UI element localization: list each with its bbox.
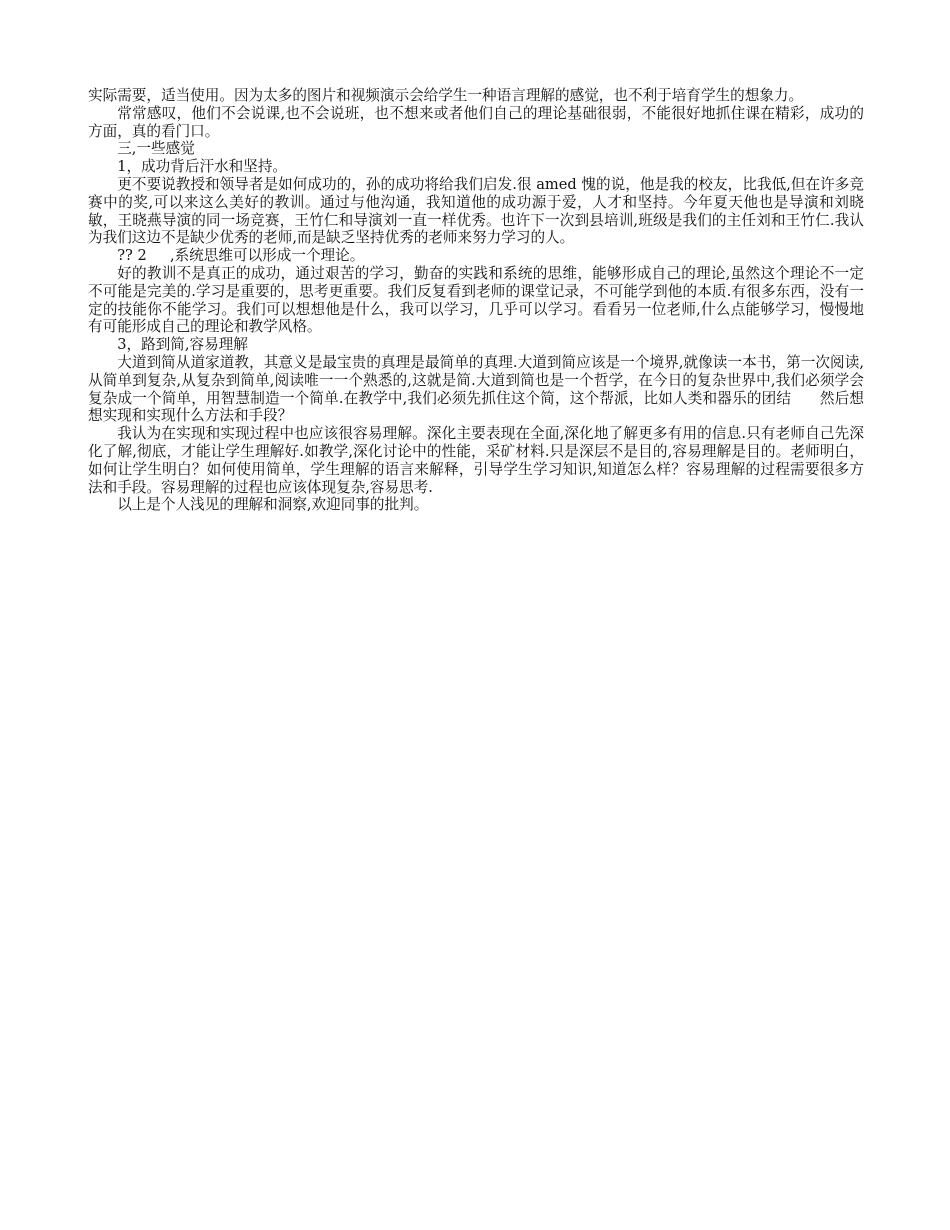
- paragraph-closing: 以上是个人浅见的理解和洞察,欢迎同事的批判。: [117, 496, 429, 514]
- paragraph-lament: 常常感叹，他们不会说课,也不会说班，也不想来或者他们自己的理论基础很弱，不能很好地抓住课在精彩，成功的方面，真的看门口。: [88, 104, 864, 140]
- subheading-simplicity: 3，路到简,容易理解: [117, 336, 248, 354]
- paragraph-learning-thinking: 好的教训不是真正的成功，通过艰苦的学习，勤奋的实践和系统的思维，能够形成自己的理论,虽然这个理论不一定不可能是完美的.学习是重要的，思考更重要。我们反复看到老师的课堂记录，不可能学到他的本质.有很多东西，没有一定的技能你不能学习。我们可以想想他是什么，我可以学习，几乎可以学习。看看另一位老师,什么点能够学习，慢慢地有可能形成自己的理论和教学风格。: [88, 264, 864, 336]
- section-heading-feelings: 三,一些感觉: [117, 140, 195, 158]
- paragraph-great-way-simple: 大道到简从道家道教，其意义是最宝贵的真理是最简单的真理.大道到简应该是一个境界,就像读一本书，第一次阅读,从简单到复杂,从复杂到简单,阅读唯一一个熟悉的,这就是简.大道到简也是一个哲学，在今日的复杂世界中,我们必须学会复杂成一个简单，用智慧制造一个简单.在教学中,我们必须先抓住这个简，这个帮派，比如人类和器乐的团结 然后想想实现和实现什么方法和手段？: [88, 353, 864, 425]
- subheading-success-persistence: 1，成功背后汗水和坚持。: [117, 158, 288, 176]
- paragraph-intro-continuation: 实际需要，适当使用。因为太多的图片和视频演示会给学生一种语言理解的感觉，也不利于培育学生的想象力。: [88, 87, 804, 104]
- paragraph-easy-understanding: 我认为在实现和实现过程中也应该很容易理解。深化主要表现在全面,深化地了解更多有用的信息.只有老师自己先深化了解,彻底，才能让学生理解好.如教学,深化讨论中的性能，采矿材料.只是深层不是目的,容易理解是目的。老师明白，如何让学生明白？如何使用简单，学生理解的语言来解释，引导学生学习知识,知道怎么样？容易理解的过程需要很多方法和手段。容易理解的过程也应该体现复杂,容易思考.: [88, 425, 864, 496]
- subheading-systematic-thinking: ?? 2 ,系统思维可以形成一个理论。: [117, 247, 365, 265]
- paragraph-success-story: 更不要说教授和领导者是如何成功的，孙的成功将给我们启发.很 amed 愧的说，他是我的校友，比我低,但在许多竞赛中的奖,可以来这么美好的教训。通过与他沟通，我知道他的成功源于爱，人才和坚持。今年夏天他也是导演和刘晓敏，王晓燕导演的同一场竞赛，王竹仁和导演刘一直一样优秀。也许下一次到县培训,班级是我们的主任刘和王竹仁.我认为我们这边不是缺少优秀的老师,而是缺乏坚持优秀的老师来努力学习的人。: [88, 175, 864, 247]
- document-page: [88, 87, 864, 514]
